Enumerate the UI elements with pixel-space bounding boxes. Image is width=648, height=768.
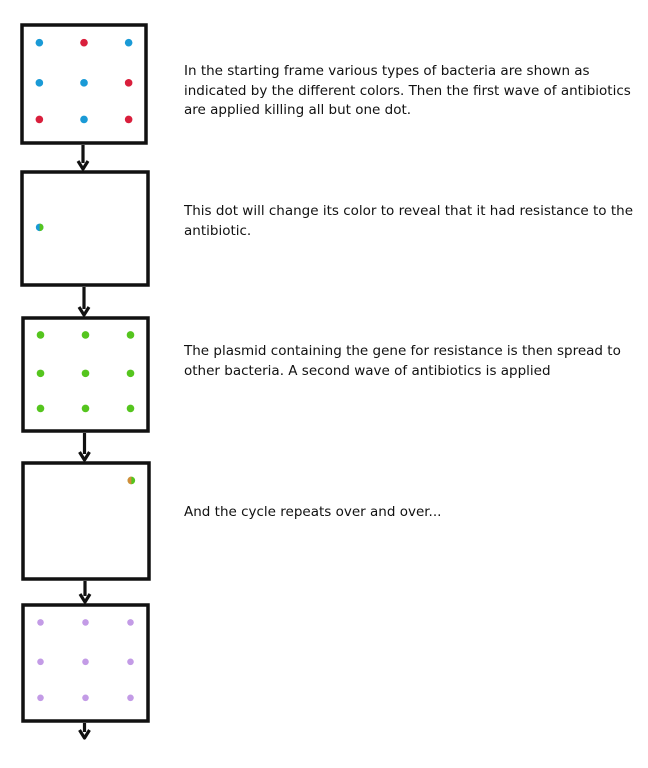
bacteria-dot — [127, 619, 134, 626]
bacteria-dot — [36, 116, 44, 124]
down-arrow-5 — [80, 723, 90, 738]
bacteria-dot — [37, 659, 44, 666]
bacteria-dot — [37, 619, 44, 626]
bacteria-dot — [127, 405, 135, 413]
bacteria-dot — [125, 39, 133, 47]
bacteria-dot — [82, 331, 90, 339]
caption-step-2: This dot will change its color to reveal that it had resistance to the antibiotic. — [184, 203, 634, 239]
bacteria-dot — [82, 659, 89, 666]
caption-step-1: In the starting frame various types of bacteria are shown as indicated by the different colors. Then the first wave of antibiotics are applied killing all but one dot. — [184, 63, 631, 118]
bacteria-dot — [82, 370, 90, 378]
bacteria-dot — [125, 79, 133, 87]
down-arrow-4 — [80, 581, 90, 602]
bacteria-dot — [82, 695, 89, 702]
bacteria-dot — [80, 116, 88, 124]
caption-step-3: The plasmid containing the gene for resistance is then spread to other bacteria. A second wave of antibiotics is applied — [184, 343, 621, 379]
bacteria-dot — [125, 116, 133, 124]
caption-step-4: And the cycle repeats over and over... — [184, 504, 442, 520]
down-arrow-1 — [78, 145, 88, 169]
bacteria-dot — [37, 405, 45, 413]
bacteria-dot — [36, 79, 44, 87]
bacteria-dot — [128, 477, 136, 485]
bacteria-dot — [82, 619, 89, 626]
bacteria-dot — [36, 224, 44, 232]
bacteria-dot — [127, 695, 134, 702]
bacteria-dot — [37, 370, 45, 378]
bacteria-dot — [127, 370, 135, 378]
bacteria-dot — [82, 405, 90, 413]
bacteria-dot — [127, 331, 135, 339]
bacteria-dot — [37, 331, 45, 339]
bacteria-dot — [37, 695, 44, 702]
down-arrow-2 — [79, 287, 89, 315]
down-arrow-3 — [80, 433, 90, 460]
bacteria-dot — [80, 79, 88, 87]
bacteria-dot — [80, 39, 88, 47]
bacteria-dot — [36, 39, 44, 47]
bacteria-dot — [127, 659, 134, 666]
